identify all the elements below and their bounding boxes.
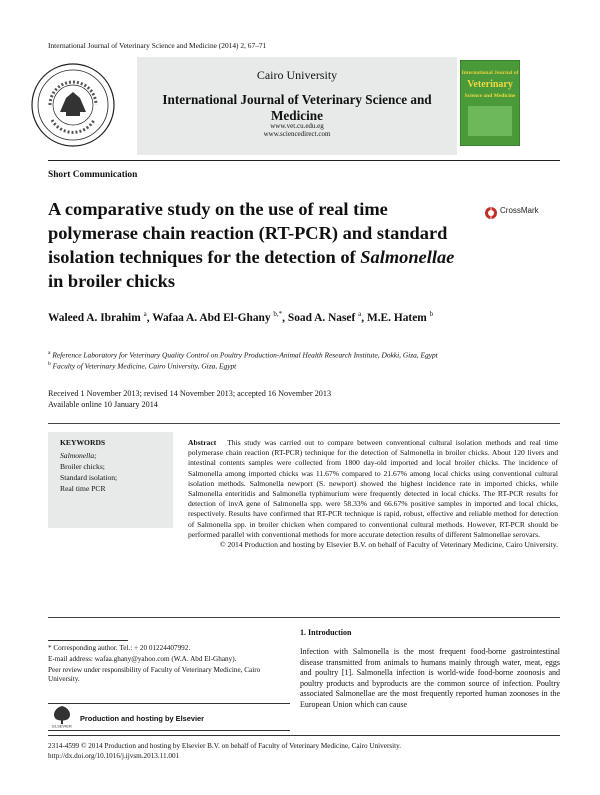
svg-text:International Journal of: International Journal of — [461, 70, 519, 76]
keyword-item: Salmonella; — [60, 451, 97, 460]
article-type: Short Communication — [48, 170, 138, 180]
author-list: Waleed A. Ibrahim $^a$, Wafaa A. Abd El-Ghany $^{b,*}$, Soad A. Nasef $^a$, M.E. Hatem $^b$ — [48, 310, 434, 324]
abstract-section — [188, 438, 558, 550]
affiliation-b — [48, 361, 236, 370]
university-seal-icon — [30, 62, 116, 148]
issn-line: 2314-4599 © 2014 Production and hosting by Elsevier B.V. on behalf of Faculty of Veterinary Medicine, Cairo University. — [48, 742, 402, 750]
journal-cover-image — [460, 60, 520, 146]
title-italic-term: Salmonellae — [360, 247, 455, 267]
keyword-item: Real time PCR — [60, 484, 106, 493]
affiliation-a — [48, 350, 438, 359]
title-line-3 — [48, 245, 468, 269]
author-1-sup: a — [143, 310, 147, 318]
institution-name: Cairo University — [256, 68, 338, 82]
elsevier-wordmark: ELSEVIER — [52, 723, 72, 728]
sciencedirect-url[interactable]: www.sciencedirect.com — [263, 130, 331, 138]
keyword-item: Broiler chicks; — [60, 462, 105, 471]
peer-review-note: Peer review under responsibility of Faculty of Veterinary Medicine, Cairo University. — [48, 666, 261, 683]
footer-divider — [48, 735, 560, 736]
production-label: Production and hosting by Elsevier — [80, 714, 205, 723]
abstract-label: Abstract — [188, 438, 217, 447]
abstract-text: This study was carried out to compare between conventional cultural isolation methods and real time polymerase chain reaction (RT-PCR) technique for the detection of Salmonella in broiler chicks. About 120 livers and intestinal contents samples were collected from 1800 day-old imported and local broiler chicks. The incidence of Salmonella among imported chicks was 11.67% compared to 21.67% among local chicks using conventional cultural isolation methods. Salmonella newport (S. newport) showed the highest incidence rate in imported chicks, while Salmonella enteritidis and Salmonella typhimurium were frequently detected in local chicks. The RT-PCR results for detection of invA gene of Salmonella spp. were 58.33% and 66.67% positive samples in imported and local chicks, respectively. Results have confirmed that RT-PCR technique is rapid, robust, effective and reliable method for detection of Salmonella spp. in broiler chicken when compared to conventional cultural methods. However, RT-PCR should be performed parallel with conventional methods for more accurate detection results of different Salmonellae serovars. — [188, 438, 558, 539]
introduction-heading: 1. Introduction — [300, 628, 352, 637]
corresponding-author: * Corresponding author. Tel.: + 20 01224407992. — [48, 644, 191, 652]
svg-text:Veterinary: Veterinary — [467, 79, 513, 90]
affiliation-a-text: Reference Laboratory for Veterinary Quality Control on Poultry Production-Animal Health Research Institute, Dokki, Giza, Egypt — [52, 350, 438, 360]
article-title — [48, 197, 468, 293]
title-line-2: polymerase chain reaction (RT-PCR) and standard — [48, 223, 448, 243]
title-line-1: A comparative study on the use of real time — [48, 199, 388, 219]
introduction-text — [300, 647, 560, 711]
keyword-item: Standard isolation; — [60, 473, 118, 482]
affiliation-b-sup: b — [48, 361, 51, 367]
author-4: M.E. Hatem — [366, 311, 427, 324]
affiliation-a-sup: a — [48, 350, 51, 356]
received-dates: Received 1 November 2013; revised 14 November 2013; accepted 16 November 2013 — [48, 389, 332, 398]
title-line-3-text: isolation techniques for the detection of — [48, 247, 361, 267]
author-1: Waleed A. Ibrahim — [48, 311, 141, 324]
author-3-sup: a — [358, 310, 362, 318]
online-date: Available online 10 January 2014 — [48, 400, 158, 409]
header-divider — [48, 160, 560, 161]
crossmark-badge[interactable] — [484, 206, 554, 218]
svg-text:Science and Medicine: Science and Medicine — [464, 93, 516, 99]
introduction-paragraph: Infection with Salmonella is the most frequent food-borne gastrointestinal disease transmitted from animals to humans mainly through water, meat, eggs and poultry [1]. Salmonella infection is world-wide food-borne zoonosis and poultry products and byproducts are the common source of infection. Poultry associated Salmonellae are the most frequently reported human zoonoses in the European Union which can cause — [300, 647, 560, 709]
email-address[interactable]: E-mail address: wafaa.ghany@yahoo.com (W.A. Abd El-Ghany). — [48, 655, 237, 663]
abstract-divider — [48, 423, 560, 424]
author-2-sup: b,* — [273, 310, 283, 318]
elsevier-tree-icon — [48, 704, 76, 728]
title-line-4: in broiler chicks — [48, 271, 176, 291]
doi-link[interactable]: http://dx.doi.org/10.1016/j.ijvsm.2013.11.001 — [48, 752, 180, 760]
author-2: Wafaa A. Abd El-Ghany — [152, 311, 271, 324]
author-4-sup: b — [429, 310, 434, 318]
author-3: Soad A. Nasef — [287, 311, 356, 324]
journal-url[interactable]: www.vet.cu.edu.eg — [270, 122, 324, 130]
affiliation-b-text: Faculty of Veterinary Medicine, Cairo University, Giza, Egypt — [52, 361, 237, 371]
footnote-rule — [48, 640, 128, 641]
crossmark-label: CrossMark — [500, 206, 539, 215]
abstract-copyright: © 2014 Production and hosting by Elsevier B.V. on behalf of Faculty of Veterinary Medicine, Cairo University. — [219, 540, 558, 550]
journal-title: International Journal of Veterinary Science and Medicine — [162, 92, 432, 123]
keywords-title: KEYWORDS — [60, 438, 106, 447]
journal-reference: International Journal of Veterinary Science and Medicine (2014) 2, 67–71 — [48, 41, 267, 50]
body-divider — [48, 617, 560, 618]
